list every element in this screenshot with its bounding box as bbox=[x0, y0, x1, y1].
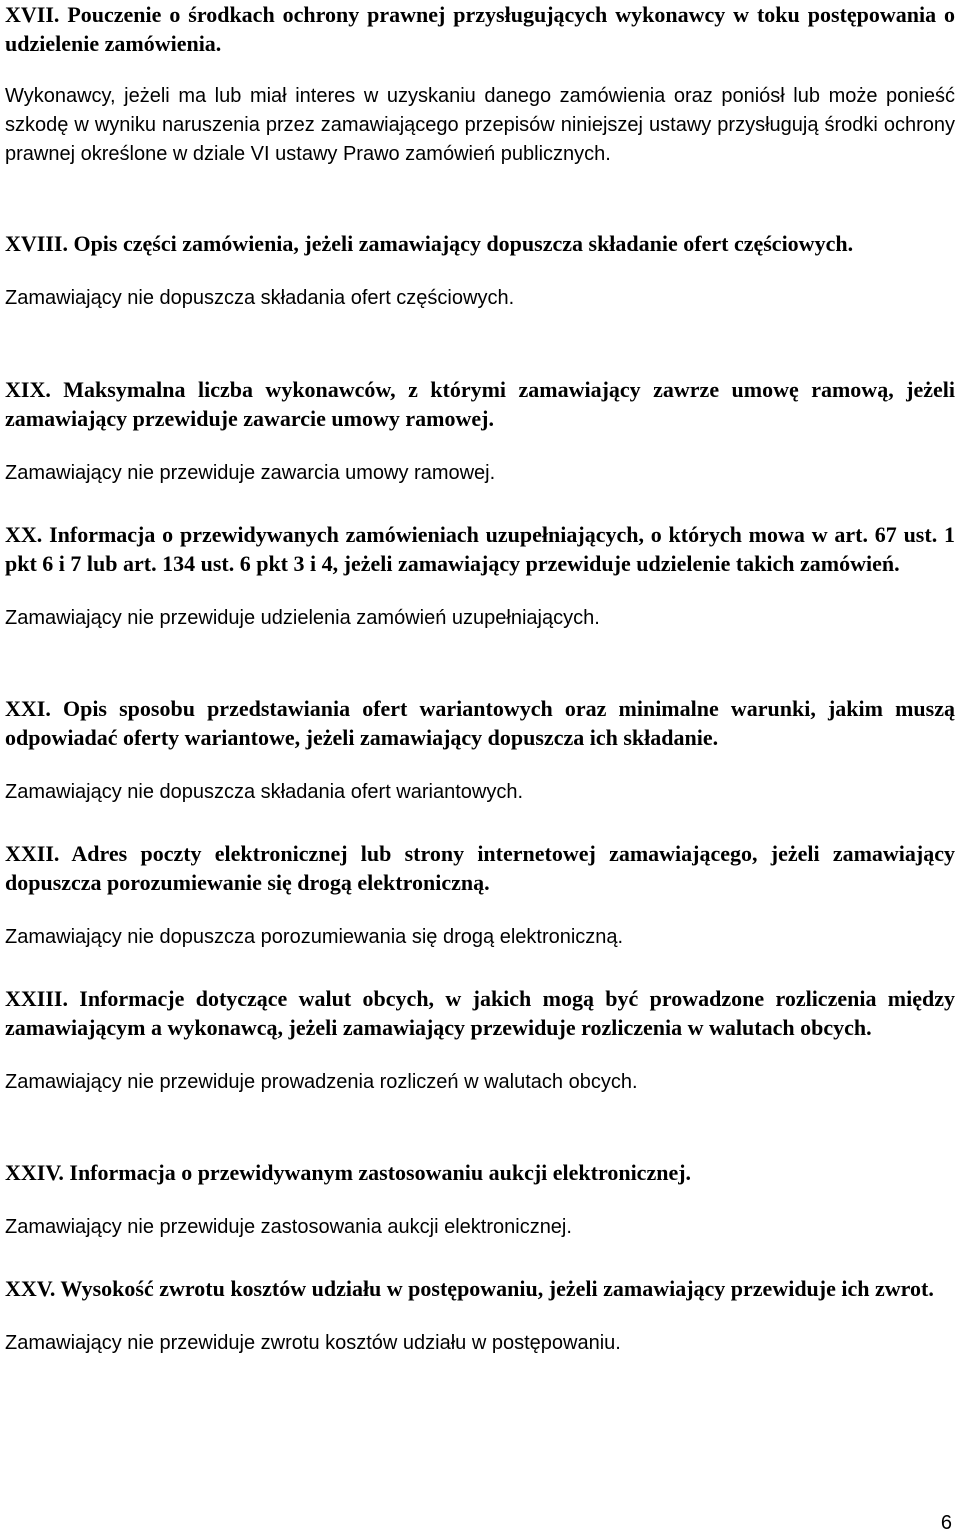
section-heading: XVIII. Opis części zamówienia, jeżeli zamawiający dopuszcza składanie ofert częściowych. bbox=[5, 231, 854, 256]
section-heading: XXV. Wysokość zwrotu kosztów udziału w postępowaniu, jeżeli zamawiający przewiduje ich zwrot. bbox=[5, 1276, 934, 1301]
section-xxiv bbox=[5, 1158, 955, 1242]
section-xvii bbox=[5, 0, 955, 169]
section-xxv bbox=[5, 1274, 955, 1358]
section-body: Zamawiający nie przewiduje zastosowania aukcji elektronicznej. bbox=[5, 1216, 572, 1238]
section-heading: XXII. Adres poczty elektronicznej lub strony internetowej zamawiającego, jeżeli zamawiający dopuszcza porozumiewanie się drogą elektroniczną. bbox=[5, 841, 955, 895]
section-xxii bbox=[5, 839, 955, 952]
section-xxiii bbox=[5, 984, 955, 1097]
section-body: Zamawiający nie dopuszcza składania ofert wariantowych. bbox=[5, 781, 524, 803]
section-xviii bbox=[5, 229, 955, 313]
section-body: Zamawiający nie dopuszcza składania ofert częściowych. bbox=[5, 287, 515, 309]
section-body: Wykonawcy, jeżeli ma lub miał interes w uzyskaniu danego zamówienia oraz poniósł lub może ponieść szkodę w wyniku naruszenia przez zamawiającego przepisów niniejszej ustawy przysługują środki ochrony prawnej określone w dziale VI ustawy Prawo zamówień publicznych. bbox=[5, 85, 955, 165]
section-body: Zamawiający nie dopuszcza porozumiewania się drogą elektroniczną. bbox=[5, 926, 624, 948]
section-xix bbox=[5, 375, 955, 488]
section-heading: XXIII. Informacje dotyczące walut obcych, w jakich mogą być prowadzone rozliczenia między zamawiającym a wykonawcą, jeżeli zamawiający przewiduje rozliczenia w walutach obcych. bbox=[5, 986, 955, 1040]
section-body: Zamawiający nie przewiduje udzielenia zamówień uzupełniających. bbox=[5, 607, 600, 629]
page-number: 6 bbox=[940, 1512, 952, 1534]
section-heading: XIX. Maksymalna liczba wykonawców, z którymi zamawiający zawrze umowę ramową, jeżeli zamawiający przewiduje zawarcie umowy ramowej. bbox=[5, 377, 955, 431]
section-heading: XX. Informacja o przewidywanych zamówieniach uzupełniających, o których mowa w art. 67 ust. 1 pkt 6 i 7 lub art. 134 ust. 6 pkt 3 i 4, jeżeli zamawiający przewiduje udzielenie takich zamówień. bbox=[5, 522, 955, 576]
section-body: Zamawiający nie przewiduje zawarcia umowy ramowej. bbox=[5, 462, 496, 484]
section-xxi bbox=[5, 694, 955, 807]
section-heading: XXIV. Informacja o przewidywanym zastosowaniu aukcji elektronicznej. bbox=[5, 1160, 692, 1185]
section-heading: XVII. Pouczenie o środkach ochrony prawnej przysługujących wykonawcy w toku postępowania o udzielenie zamówienia. bbox=[5, 2, 955, 56]
section-heading: XXI. Opis sposobu przedstawiania ofert wariantowych oraz minimalne warunki, jakim muszą odpowiadać oferty wariantowe, jeżeli zamawiający dopuszcza ich składanie. bbox=[5, 696, 955, 750]
section-body: Zamawiający nie przewiduje zwrotu kosztów udziału w postępowaniu. bbox=[5, 1332, 621, 1354]
section-body: Zamawiający nie przewiduje prowadzenia rozliczeń w walutach obcych. bbox=[5, 1071, 638, 1093]
section-xx bbox=[5, 520, 955, 633]
